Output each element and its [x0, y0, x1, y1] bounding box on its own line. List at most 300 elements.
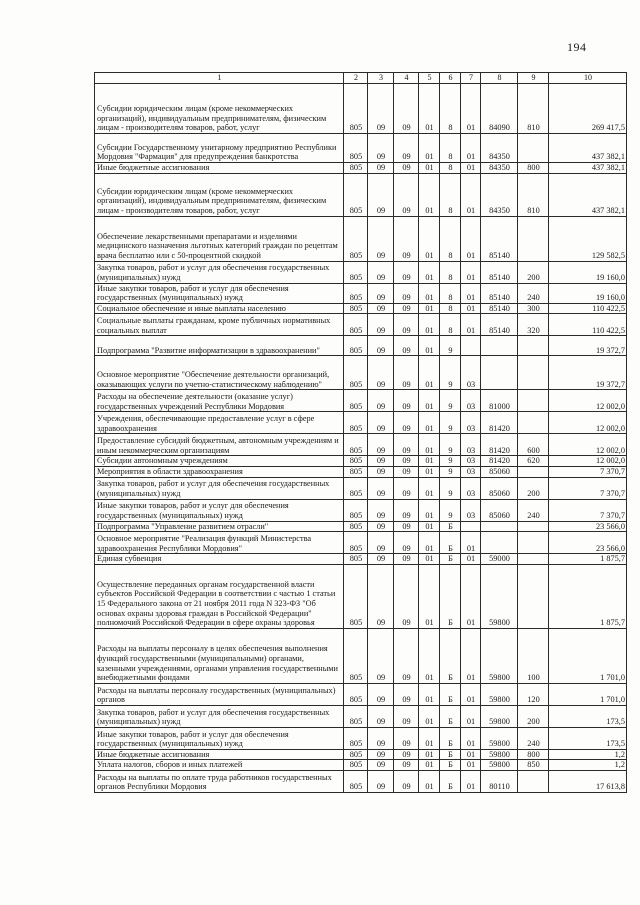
amount-cell: 173,5: [549, 727, 627, 749]
direction-code-cell: 84350: [481, 134, 518, 163]
direction-code-cell: 81420: [481, 412, 518, 434]
subprogram-code-cell: 8: [440, 303, 461, 314]
subsection-code-cell: 09: [394, 466, 419, 477]
section-code-cell: 09: [368, 521, 394, 532]
ministry-code-cell: 805: [344, 163, 368, 174]
direction-code-cell: 84350: [481, 163, 518, 174]
expense-type-cell: 120: [518, 683, 549, 705]
program-code-cell: 01: [419, 390, 440, 412]
program-code-cell: 01: [419, 356, 440, 390]
table-row: [95, 390, 627, 412]
amount-cell: 110 422,5: [549, 314, 627, 336]
ministry-code-cell: 805: [344, 303, 368, 314]
ministry-code-cell: 805: [344, 749, 368, 760]
amount-cell: 12 002,0: [549, 390, 627, 412]
subprogram-code-cell: 8: [440, 84, 461, 134]
table-row: [95, 456, 627, 467]
direction-code-cell: 59000: [481, 554, 518, 565]
item-name-cell: Социальное обеспечение и иные выплаты населению: [95, 303, 344, 314]
expense-type-cell: 200: [518, 477, 549, 499]
activity-code-cell: 03: [461, 356, 481, 390]
amount-cell: 1 875,7: [549, 564, 627, 628]
header-cell: 2: [344, 73, 368, 84]
direction-code-cell: 85140: [481, 314, 518, 336]
program-code-cell: 01: [419, 628, 440, 683]
activity-code-cell: 03: [461, 434, 481, 456]
table-row: [95, 173, 627, 216]
subsection-code-cell: 09: [394, 628, 419, 683]
item-name-cell: Расходы на выплаты персоналу в целях обеспечения выполнения функций государственными (муниципальными) органами, казенными учреждениями, органами управления государственными внебюджетными фондами: [95, 628, 344, 683]
amount-cell: 17 613,8: [549, 770, 627, 792]
subsection-code-cell: 09: [394, 456, 419, 467]
item-name-cell: Субсидии юридическим лицам (кроме некоммерческих организаций), индивидуальным предпринимателям, физическим лицам - производителям товаров, работ, услуг: [95, 173, 344, 216]
ministry-code-cell: 805: [344, 705, 368, 727]
ministry-code-cell: 805: [344, 412, 368, 434]
subsection-code-cell: 09: [394, 314, 419, 336]
section-code-cell: 09: [368, 390, 394, 412]
amount-cell: 12 002,0: [549, 434, 627, 456]
section-code-cell: 09: [368, 84, 394, 134]
subprogram-code-cell: Б: [440, 564, 461, 628]
ministry-code-cell: 805: [344, 216, 368, 261]
subprogram-code-cell: Б: [440, 521, 461, 532]
activity-code-cell: 01: [461, 705, 481, 727]
subprogram-code-cell: 9: [440, 412, 461, 434]
expense-type-cell: 200: [518, 705, 549, 727]
subprogram-code-cell: 8: [440, 134, 461, 163]
activity-code-cell: 01: [461, 683, 481, 705]
table-row: [95, 336, 627, 356]
table-row: [95, 749, 627, 760]
subsection-code-cell: 09: [394, 499, 419, 521]
activity-code-cell: 01: [461, 564, 481, 628]
table-row: [95, 434, 627, 456]
program-code-cell: 01: [419, 163, 440, 174]
activity-code-cell: 01: [461, 760, 481, 771]
section-code-cell: 09: [368, 163, 394, 174]
item-name-cell: Иные закупки товаров, работ и услуг для обеспечения государственных (муниципальных) нужд: [95, 727, 344, 749]
subprogram-code-cell: 8: [440, 261, 461, 283]
direction-code-cell: 85060: [481, 477, 518, 499]
subsection-code-cell: 09: [394, 683, 419, 705]
item-name-cell: Расходы на обеспечение деятельности (оказание услуг) государственных учреждений Республики Мордовия: [95, 390, 344, 412]
expense-type-cell: 240: [518, 499, 549, 521]
table-row: [95, 554, 627, 565]
activity-code-cell: [461, 336, 481, 356]
program-code-cell: 01: [419, 216, 440, 261]
activity-code-cell: 03: [461, 456, 481, 467]
activity-code-cell: 01: [461, 261, 481, 283]
table-row: [95, 216, 627, 261]
expense-type-cell: [518, 521, 549, 532]
section-code-cell: 09: [368, 628, 394, 683]
activity-code-cell: 03: [461, 477, 481, 499]
ministry-code-cell: 805: [344, 554, 368, 565]
subprogram-code-cell: 8: [440, 173, 461, 216]
section-code-cell: 09: [368, 770, 394, 792]
amount-cell: 437 382,1: [549, 134, 627, 163]
table-row: [95, 564, 627, 628]
direction-code-cell: 59800: [481, 705, 518, 727]
section-code-cell: 09: [368, 412, 394, 434]
direction-code-cell: 59800: [481, 564, 518, 628]
section-code-cell: 09: [368, 564, 394, 628]
section-code-cell: 09: [368, 434, 394, 456]
subsection-code-cell: 09: [394, 173, 419, 216]
activity-code-cell: 01: [461, 554, 481, 565]
amount-cell: 7 370,7: [549, 477, 627, 499]
expense-type-cell: 810: [518, 84, 549, 134]
subsection-code-cell: 09: [394, 521, 419, 532]
page-number: 194: [567, 40, 587, 54]
ministry-code-cell: 805: [344, 564, 368, 628]
direction-code-cell: 85060: [481, 499, 518, 521]
direction-code-cell: 59800: [481, 727, 518, 749]
subprogram-code-cell: Б: [440, 760, 461, 771]
expense-type-cell: 300: [518, 303, 549, 314]
ministry-code-cell: 805: [344, 466, 368, 477]
activity-code-cell: 03: [461, 412, 481, 434]
amount-cell: 19 160,0: [549, 283, 627, 303]
subsection-code-cell: 09: [394, 749, 419, 760]
table-row: [95, 499, 627, 521]
item-name-cell: Иные бюджетные ассигнования: [95, 163, 344, 174]
program-code-cell: 01: [419, 314, 440, 336]
direction-code-cell: 85140: [481, 216, 518, 261]
direction-code-cell: 80110: [481, 770, 518, 792]
activity-code-cell: 01: [461, 84, 481, 134]
subprogram-code-cell: 9: [440, 456, 461, 467]
direction-code-cell: 84350: [481, 173, 518, 216]
subprogram-code-cell: 8: [440, 314, 461, 336]
expense-type-cell: 240: [518, 727, 549, 749]
program-code-cell: 01: [419, 749, 440, 760]
amount-cell: 12 002,0: [549, 412, 627, 434]
subsection-code-cell: 09: [394, 554, 419, 565]
table-row: [95, 412, 627, 434]
subsection-code-cell: 09: [394, 412, 419, 434]
subprogram-code-cell: 8: [440, 216, 461, 261]
section-code-cell: 09: [368, 727, 394, 749]
expense-type-cell: [518, 564, 549, 628]
table-row: [95, 477, 627, 499]
expense-type-cell: 800: [518, 163, 549, 174]
direction-code-cell: 85140: [481, 283, 518, 303]
subprogram-code-cell: Б: [440, 683, 461, 705]
amount-cell: 19 160,0: [549, 261, 627, 283]
ministry-code-cell: 805: [344, 314, 368, 336]
ministry-code-cell: 805: [344, 336, 368, 356]
subprogram-code-cell: Б: [440, 770, 461, 792]
expense-type-cell: 810: [518, 173, 549, 216]
subsection-code-cell: 09: [394, 532, 419, 554]
program-code-cell: 01: [419, 532, 440, 554]
subprogram-code-cell: Б: [440, 749, 461, 760]
subsection-code-cell: 09: [394, 390, 419, 412]
amount-cell: 110 422,5: [549, 303, 627, 314]
direction-code-cell: 59800: [481, 749, 518, 760]
amount-cell: 12 002,0: [549, 456, 627, 467]
table-body: [95, 84, 627, 793]
section-code-cell: 09: [368, 261, 394, 283]
subprogram-code-cell: Б: [440, 532, 461, 554]
item-name-cell: Расходы на выплаты персоналу государственных (муниципальных) органов: [95, 683, 344, 705]
table-row: [95, 283, 627, 303]
section-code-cell: 09: [368, 532, 394, 554]
expense-type-cell: [518, 532, 549, 554]
section-code-cell: 09: [368, 336, 394, 356]
expense-type-cell: 240: [518, 283, 549, 303]
item-name-cell: Предоставление субсидий бюджетным, автономным учреждениям и иным некоммерческим организациям: [95, 434, 344, 456]
direction-code-cell: 85140: [481, 261, 518, 283]
item-name-cell: Осуществление переданных органам государственной власти субъектов Российской Федерации в соответствии с частью 1 статьи 15 Федерального закона от 21 ноября 2011 года N 323-ФЗ "Об основах охраны здоровья граждан в Российской Федерации" полномочий Российской Федерации в сфере охраны здоровья: [95, 564, 344, 628]
section-code-cell: 09: [368, 216, 394, 261]
amount-cell: 23 566,0: [549, 532, 627, 554]
program-code-cell: 01: [419, 173, 440, 216]
amount-cell: 1,2: [549, 760, 627, 771]
subsection-code-cell: 09: [394, 434, 419, 456]
ministry-code-cell: 805: [344, 521, 368, 532]
ministry-code-cell: 805: [344, 628, 368, 683]
activity-code-cell: 03: [461, 499, 481, 521]
subsection-code-cell: 09: [394, 356, 419, 390]
program-code-cell: 01: [419, 760, 440, 771]
program-code-cell: 01: [419, 477, 440, 499]
section-code-cell: 09: [368, 173, 394, 216]
subprogram-code-cell: Б: [440, 628, 461, 683]
direction-code-cell: [481, 521, 518, 532]
expense-type-cell: [518, 412, 549, 434]
amount-cell: 7 370,7: [549, 499, 627, 521]
header-cell: 9: [518, 73, 549, 84]
ministry-code-cell: 805: [344, 499, 368, 521]
direction-code-cell: 81420: [481, 456, 518, 467]
expense-type-cell: 850: [518, 760, 549, 771]
table-row: [95, 356, 627, 390]
ministry-code-cell: 805: [344, 173, 368, 216]
activity-code-cell: 01: [461, 303, 481, 314]
subsection-code-cell: 09: [394, 303, 419, 314]
item-name-cell: Закупка товаров, работ и услуг для обеспечения государственных (муниципальных) нужд: [95, 261, 344, 283]
section-code-cell: 09: [368, 554, 394, 565]
subprogram-code-cell: 9: [440, 390, 461, 412]
item-name-cell: Иные закупки товаров, работ и услуг для обеспечения государственных (муниципальных) нужд: [95, 499, 344, 521]
direction-code-cell: 81420: [481, 434, 518, 456]
item-name-cell: Обеспечение лекарственными препаратами и изделиями медицинского назначения льготных категорий граждан по рецептам врача бесплатно или с 50-процентной скидкой: [95, 216, 344, 261]
item-name-cell: Субсидии Государственному унитарному предприятию Республики Мордовия "Фармация" для предупреждения банкротства: [95, 134, 344, 163]
table-row: [95, 466, 627, 477]
program-code-cell: 01: [419, 412, 440, 434]
direction-code-cell: [481, 356, 518, 390]
activity-code-cell: 01: [461, 770, 481, 792]
table-row: [95, 84, 627, 134]
header-cell: 6: [440, 73, 461, 84]
item-name-cell: Основное мероприятие "Обеспечение деятельности организаций, оказывающих услуги по учетно-статистическому наблюдению": [95, 356, 344, 390]
subprogram-code-cell: 9: [440, 356, 461, 390]
activity-code-cell: 01: [461, 532, 481, 554]
section-code-cell: 09: [368, 303, 394, 314]
program-code-cell: 01: [419, 434, 440, 456]
program-code-cell: 01: [419, 261, 440, 283]
expense-type-cell: 200: [518, 261, 549, 283]
program-code-cell: 01: [419, 705, 440, 727]
expense-type-cell: [518, 466, 549, 477]
expense-type-cell: [518, 336, 549, 356]
activity-code-cell: 01: [461, 216, 481, 261]
item-name-cell: Учреждения, обеспечивающие предоставление услуг в сфере здравоохранения: [95, 412, 344, 434]
ministry-code-cell: 805: [344, 283, 368, 303]
program-code-cell: 01: [419, 134, 440, 163]
amount-cell: 7 370,7: [549, 466, 627, 477]
subprogram-code-cell: Б: [440, 554, 461, 565]
table-row: [95, 314, 627, 336]
table-row: [95, 532, 627, 554]
amount-cell: 1 701,0: [549, 628, 627, 683]
ministry-code-cell: 805: [344, 134, 368, 163]
subsection-code-cell: 09: [394, 336, 419, 356]
item-name-cell: Социальные выплаты гражданам, кроме публичных нормативных социальных выплат: [95, 314, 344, 336]
table-row: [95, 727, 627, 749]
section-code-cell: 09: [368, 356, 394, 390]
activity-code-cell: [461, 521, 481, 532]
direction-code-cell: 59800: [481, 683, 518, 705]
amount-cell: 173,5: [549, 705, 627, 727]
subprogram-code-cell: 9: [440, 477, 461, 499]
ministry-code-cell: 805: [344, 456, 368, 467]
table-row: [95, 770, 627, 792]
direction-code-cell: 85060: [481, 466, 518, 477]
activity-code-cell: 01: [461, 749, 481, 760]
subsection-code-cell: 09: [394, 84, 419, 134]
subsection-code-cell: 09: [394, 770, 419, 792]
subsection-code-cell: 09: [394, 216, 419, 261]
ministry-code-cell: 805: [344, 727, 368, 749]
activity-code-cell: 01: [461, 727, 481, 749]
table-row: [95, 134, 627, 163]
section-code-cell: 09: [368, 683, 394, 705]
table-row: [95, 705, 627, 727]
program-code-cell: 01: [419, 770, 440, 792]
table-row: [95, 261, 627, 283]
activity-code-cell: 01: [461, 163, 481, 174]
subsection-code-cell: 09: [394, 477, 419, 499]
section-code-cell: 09: [368, 749, 394, 760]
item-name-cell: Единая субвенция: [95, 554, 344, 565]
ministry-code-cell: 805: [344, 356, 368, 390]
item-name-cell: Субсидии автономным учреждениям: [95, 456, 344, 467]
item-name-cell: Иные бюджетные ассигнования: [95, 749, 344, 760]
item-name-cell: Подпрограмма "Управление развитием отрасли": [95, 521, 344, 532]
subprogram-code-cell: 9: [440, 434, 461, 456]
program-code-cell: 01: [419, 727, 440, 749]
table-row: [95, 303, 627, 314]
direction-code-cell: [481, 336, 518, 356]
item-name-cell: Иные закупки товаров, работ и услуг для обеспечения государственных (муниципальных) нужд: [95, 283, 344, 303]
amount-cell: 437 382,1: [549, 163, 627, 174]
section-code-cell: 09: [368, 760, 394, 771]
ministry-code-cell: 805: [344, 84, 368, 134]
section-code-cell: 09: [368, 314, 394, 336]
expense-type-cell: [518, 554, 549, 565]
header-cell: 4: [394, 73, 419, 84]
ministry-code-cell: 805: [344, 477, 368, 499]
subsection-code-cell: 09: [394, 163, 419, 174]
item-name-cell: Мероприятия в области здравоохранения: [95, 466, 344, 477]
ministry-code-cell: 805: [344, 532, 368, 554]
subprogram-code-cell: Б: [440, 727, 461, 749]
program-code-cell: 01: [419, 283, 440, 303]
expense-type-cell: 100: [518, 628, 549, 683]
section-code-cell: 09: [368, 477, 394, 499]
program-code-cell: 01: [419, 84, 440, 134]
amount-cell: 23 566,0: [549, 521, 627, 532]
subprogram-code-cell: 9: [440, 336, 461, 356]
section-code-cell: 09: [368, 499, 394, 521]
table-row: [95, 683, 627, 705]
header-cell: 3: [368, 73, 394, 84]
expense-type-cell: [518, 134, 549, 163]
expense-type-cell: 620: [518, 456, 549, 467]
header-cell: 10: [549, 73, 627, 84]
amount-cell: 269 417,5: [549, 84, 627, 134]
subsection-code-cell: 09: [394, 705, 419, 727]
activity-code-cell: 01: [461, 134, 481, 163]
program-code-cell: 01: [419, 683, 440, 705]
program-code-cell: 01: [419, 564, 440, 628]
item-name-cell: Уплата налогов, сборов и иных платежей: [95, 760, 344, 771]
amount-cell: 19 372,7: [549, 336, 627, 356]
subsection-code-cell: 09: [394, 727, 419, 749]
program-code-cell: 01: [419, 499, 440, 521]
ministry-code-cell: 805: [344, 683, 368, 705]
item-name-cell: Расходы на выплаты по оплате труда работников государственных органов Республики Мордовия: [95, 770, 344, 792]
expense-type-cell: [518, 390, 549, 412]
program-code-cell: 01: [419, 466, 440, 477]
activity-code-cell: 01: [461, 173, 481, 216]
subprogram-code-cell: 8: [440, 283, 461, 303]
section-code-cell: 09: [368, 705, 394, 727]
direction-code-cell: 85140: [481, 303, 518, 314]
ministry-code-cell: 805: [344, 434, 368, 456]
item-name-cell: Подпрограмма "Развитие информатизации в здравоохранении": [95, 336, 344, 356]
table-row: [95, 163, 627, 174]
program-code-cell: 01: [419, 303, 440, 314]
table-header-row: [95, 73, 627, 84]
table-row: [95, 628, 627, 683]
activity-code-cell: 03: [461, 466, 481, 477]
direction-code-cell: 81000: [481, 390, 518, 412]
program-code-cell: 01: [419, 456, 440, 467]
expense-type-cell: [518, 216, 549, 261]
activity-code-cell: 01: [461, 314, 481, 336]
item-name-cell: Закупка товаров, работ и услуг для обеспечения государственных (муниципальных) нужд: [95, 705, 344, 727]
ministry-code-cell: 805: [344, 760, 368, 771]
direction-code-cell: 59800: [481, 760, 518, 771]
header-cell: 1: [95, 73, 344, 84]
subprogram-code-cell: 9: [440, 466, 461, 477]
amount-cell: 1,2: [549, 749, 627, 760]
direction-code-cell: [481, 532, 518, 554]
amount-cell: 129 582,5: [549, 216, 627, 261]
direction-code-cell: 84090: [481, 84, 518, 134]
item-name-cell: Основное мероприятие "Реализация функций Министерства здравоохранения Республики Мордовия": [95, 532, 344, 554]
subprogram-code-cell: Б: [440, 705, 461, 727]
subprogram-code-cell: 8: [440, 163, 461, 174]
amount-cell: 1 875,7: [549, 554, 627, 565]
ministry-code-cell: 805: [344, 261, 368, 283]
subsection-code-cell: 09: [394, 760, 419, 771]
program-code-cell: 01: [419, 554, 440, 565]
